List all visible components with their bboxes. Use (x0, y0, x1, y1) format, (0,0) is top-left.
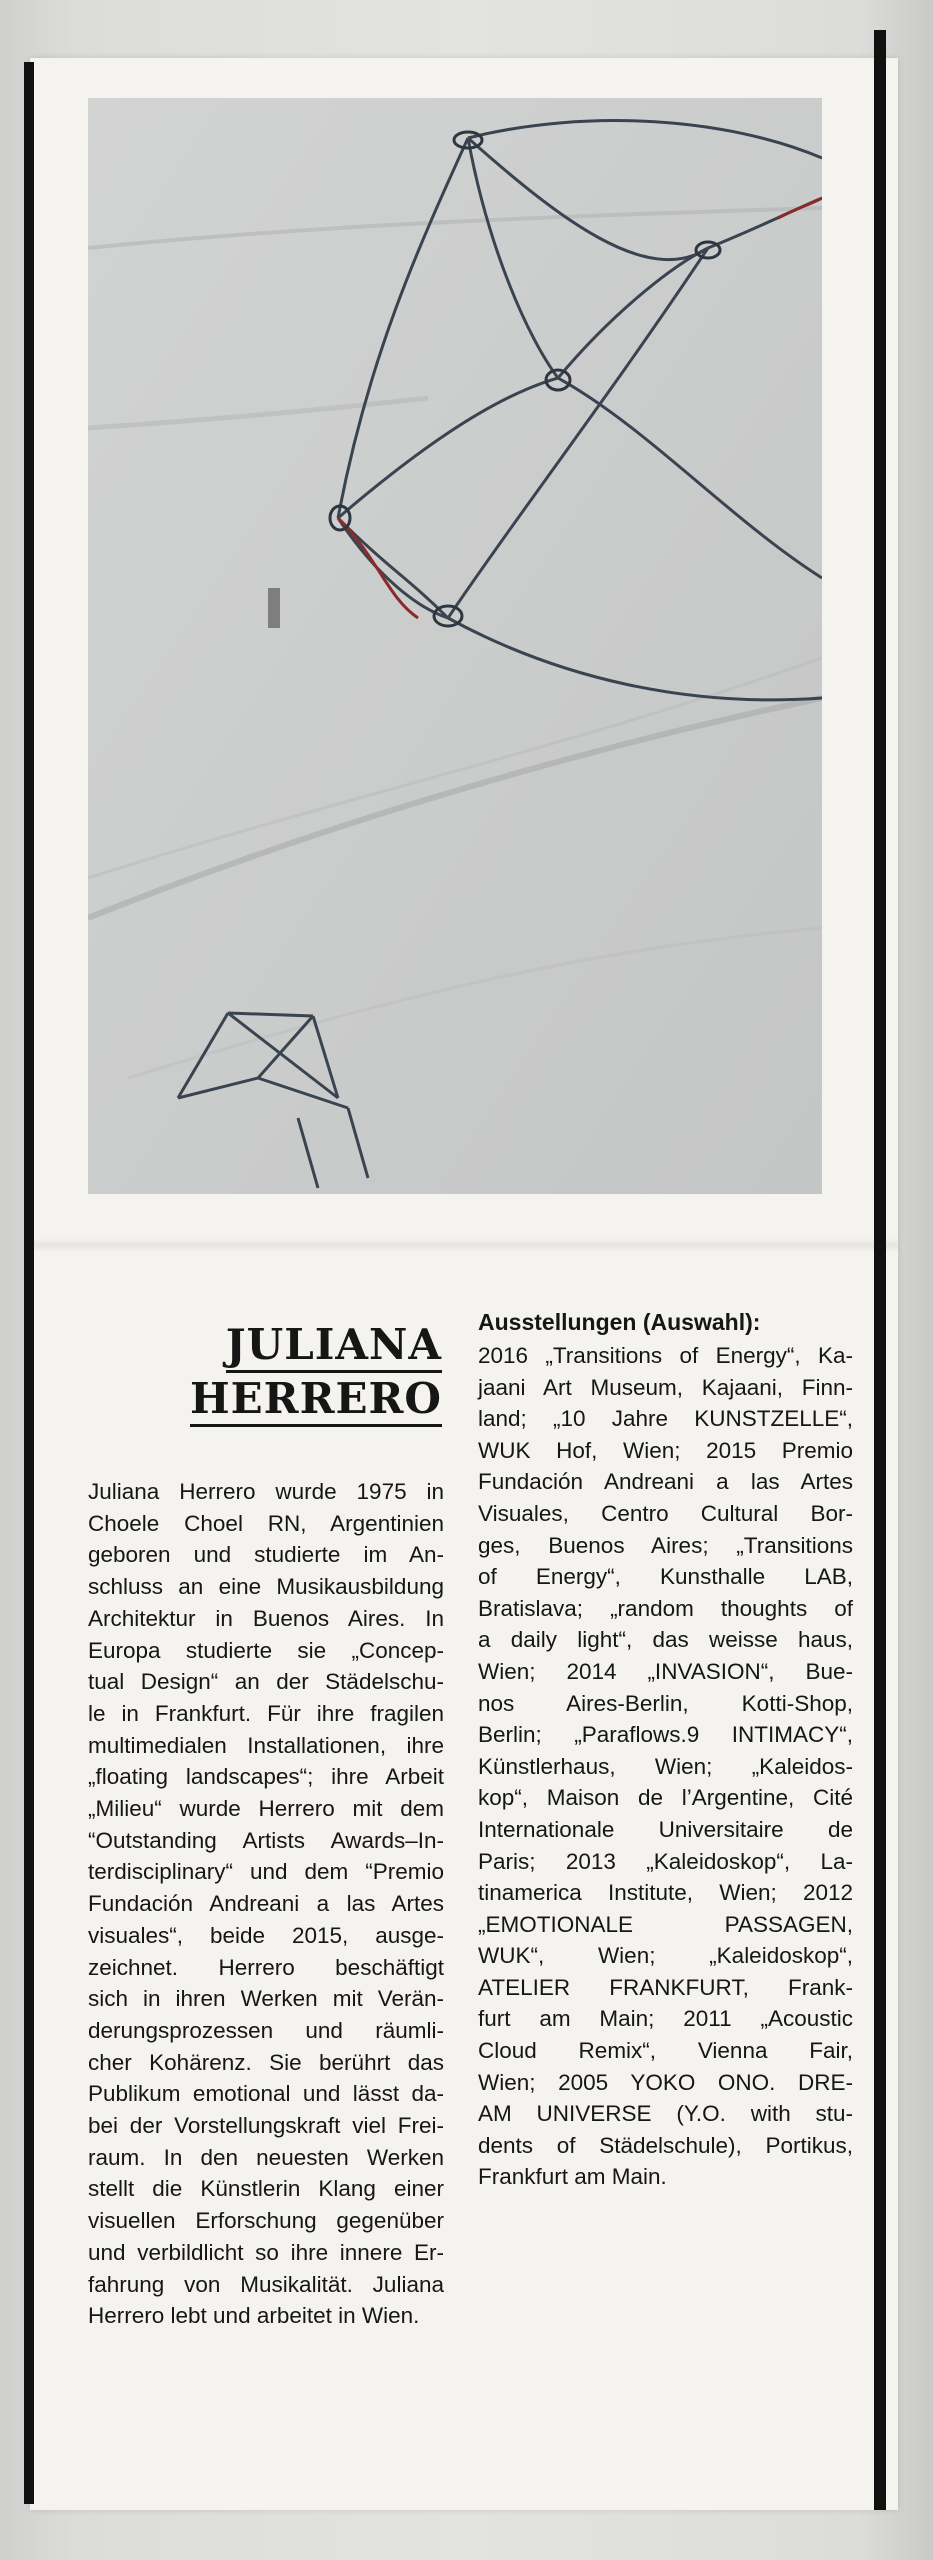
exhibition-line: „EMOTIONALE PASSAGEN, (478, 1911, 853, 1937)
bio-line: Architektur in Buenos Aires. In (88, 1605, 444, 1631)
bio-line: visuales“, beide 2015, ausge- (88, 1922, 444, 1948)
exhibition-line: a daily light“, das weisse haus, (478, 1627, 853, 1653)
bio-line: Choele Choel RN, Argentinien (88, 1510, 444, 1536)
bio-line: und verbildlicht so ihre innere Er- (88, 2239, 444, 2265)
exhibition-line: of Energy“, Kunsthalle LAB, (478, 1564, 853, 1590)
bio-line: cher Kohärenz. Sie berührt das (88, 2049, 444, 2075)
bio-line: Herrero lebt und arbeitet in Wien. (88, 2303, 420, 2329)
bio-line: visuellen Erforschung gegenüber (88, 2208, 444, 2234)
exhibition-line: Frankfurt am Main. (478, 2164, 667, 2190)
exhibition-line: land; „10 Jahre KUNSTZELLE“, (478, 1406, 853, 1432)
paper-fold (30, 1238, 898, 1252)
bio-line: Fundación Andreani a las Artes (88, 1891, 444, 1917)
exhibition-line: Wien; 2005 YOKO ONO. DRE- (478, 2069, 853, 2095)
bio-line: sich in ihren Werken mit Verän- (88, 1986, 444, 2012)
exhibition-line: jaani Art Museum, Kajaani, Finn- (478, 1374, 853, 1400)
exhibition-line: dents of Städelschule), Portikus, (478, 2132, 853, 2158)
exhibition-line: Fundación Andreani a las Artes (478, 1469, 853, 1495)
bio-line: Juliana Herrero wurde 1975 in (88, 1479, 444, 1504)
biography-text (88, 1476, 444, 2332)
exhibition-line: Wien; 2014 „INVASION“, Bue- (478, 1658, 853, 1684)
exhibition-line: ATELIER FRANKFURT, Frank- (478, 1974, 853, 2000)
bio-line: “Outstanding Artists Awards–In- (88, 1827, 444, 1853)
exhibition-line: Bratislava; „random thoughts of (478, 1595, 853, 1621)
right-edge-stripe (874, 30, 886, 2510)
artwork-photo (88, 98, 822, 1194)
bio-line: derungsprozessen und räumli- (88, 2017, 444, 2043)
bio-line: „Milieu“ wurde Herrero mit dem (88, 1796, 444, 1822)
left-edge-stripe (24, 62, 34, 2504)
artist-name (160, 1318, 442, 1426)
bio-line: zeichnet. Herrero beschäftigt (88, 1954, 444, 1980)
bio-line: Europa studierte sie „Concep- (88, 1637, 444, 1663)
exhibition-line: 2016 „Transitions of Energy“, Ka- (478, 1343, 853, 1368)
exhibition-line: AM UNIVERSE (Y.O. with stu- (478, 2101, 853, 2127)
exhibition-line: Cloud Remix“, Vienna Fair, (478, 2038, 853, 2064)
exhibition-line: Internationale Universitaire de (478, 1816, 853, 1842)
exhibition-line: Künstlerhaus, Wien; „Kaleidos- (478, 1753, 853, 1779)
exhibition-line: Visuales, Centro Cultural Bor- (478, 1500, 853, 1526)
bio-line: multimedialen Installationen, ihre (88, 1732, 444, 1758)
exhibition-line: ges, Buenos Aires; „Transitions (478, 1532, 853, 1558)
wire-sculpture-image (88, 98, 822, 1194)
exhibition-line: WUK“, Wien; „Kaleidoskop“, (478, 1943, 853, 1969)
bio-line: le in Frankfurt. Für ihre fragilen (88, 1700, 444, 1726)
artist-name-line2: HERRERO (160, 1372, 442, 1426)
exhibitions-list (478, 1306, 853, 2193)
bio-line: tual Design“ an der Städelschu- (88, 1669, 444, 1695)
bio-line: raum. In den neuesten Werken (88, 2144, 444, 2170)
bio-line: Publikum emotional und lässt da- (88, 2081, 444, 2107)
bio-line: „floating landscapes“; ihre Arbeit (88, 1764, 444, 1790)
bio-line: geboren und studierte im An- (88, 1542, 444, 1568)
exhibition-line: kop“, Maison de l’Argentine, Cité (478, 1785, 853, 1811)
bio-line: bei der Vorstellungskraft viel Frei- (88, 2113, 444, 2139)
exhibition-line: Berlin; „Paraflows.9 INTIMACY“, (478, 1722, 853, 1748)
exhibition-line: WUK Hof, Wien; 2015 Premio (478, 1437, 853, 1463)
exhibition-line: tinamerica Institute, Wien; 2012 (478, 1880, 853, 1906)
bio-line: stellt die Künstlerin Klang einer (88, 2176, 444, 2202)
artist-name-line1: JULIANA (160, 1318, 442, 1372)
bio-line: terdisciplinary“ und dem “Premio (88, 1859, 444, 1885)
exhibition-line: Paris; 2013 „Kaleidoskop“, La- (478, 1848, 853, 1874)
exhibition-line: nos Aires-Berlin, Kotti-Shop, (478, 1690, 853, 1716)
bio-line: fahrung von Musikalität. Juliana (88, 2271, 444, 2297)
exhibition-line: furt am Main; 2011 „Acoustic (478, 2006, 853, 2032)
bio-line: schluss an eine Musikausbildung (88, 1574, 444, 1600)
exhibitions-heading: Ausstellungen (Auswahl): (478, 1309, 761, 1335)
